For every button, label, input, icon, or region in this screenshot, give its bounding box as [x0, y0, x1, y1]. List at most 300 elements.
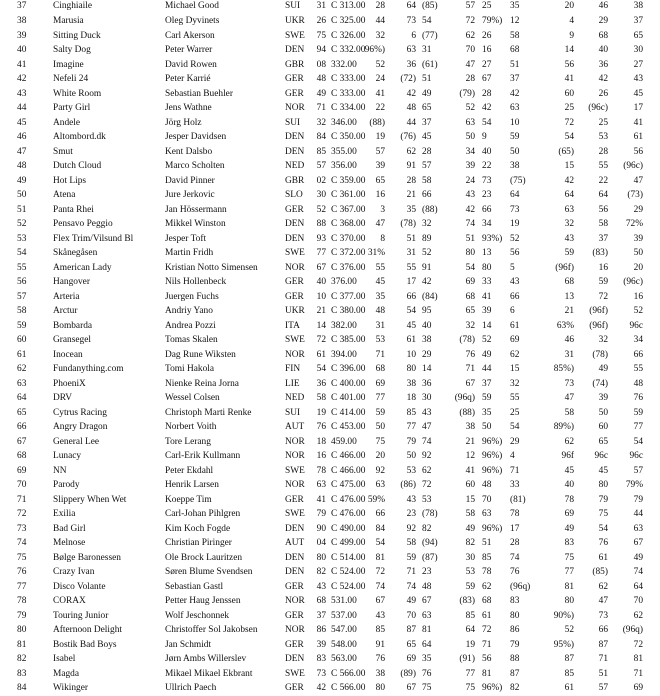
table-row — [0, 391, 660, 406]
table-cell: 12 — [510, 16, 520, 26]
table-cell: 49 — [17, 175, 27, 186]
table-cell: 44 — [482, 364, 492, 374]
table-cell: 62 — [633, 610, 643, 621]
table-cell: 96c — [629, 320, 643, 331]
table-cell: 64 — [406, 1, 416, 11]
table-cell: 376.00 — [331, 277, 357, 287]
table-row — [0, 232, 660, 247]
table-cell: 75 — [422, 683, 432, 693]
table-cell: 20 — [633, 262, 643, 273]
table-cell: 72 — [17, 509, 27, 519]
table-cell: 70 — [406, 610, 416, 621]
table-cell: 45 — [422, 132, 432, 142]
table-cell: 35 — [375, 291, 385, 302]
table-cell: 60 — [598, 422, 608, 432]
table-cell: Marco Scholten — [165, 161, 225, 171]
table-cell: Nefeli 24 — [53, 74, 89, 84]
table-cell: 63 — [633, 523, 643, 534]
table-cell: 75 — [17, 552, 27, 563]
table-cell: Nienke Reina Jorna — [165, 378, 239, 389]
table-cell: (79) — [459, 88, 475, 99]
table-row — [0, 449, 660, 464]
table-cell: 53 — [375, 335, 385, 345]
table-cell: 76 — [316, 422, 326, 432]
table-cell: 27 — [482, 59, 492, 70]
table-cell: 65 — [598, 436, 608, 447]
table-row — [0, 478, 660, 493]
table-cell: 33 — [482, 277, 492, 287]
table-cell: 71 — [17, 494, 27, 505]
table-cell: Sebastian Gastl — [165, 581, 224, 592]
table-cell: 81 — [633, 654, 643, 664]
table-cell: 65 — [465, 306, 475, 316]
table-cell: 49 — [482, 349, 492, 360]
table-row — [0, 188, 660, 203]
table-cell: 9 — [569, 30, 574, 41]
table-cell: 35 — [422, 654, 432, 664]
table-cell: 69 — [17, 465, 27, 476]
table-cell: C 466.00 — [331, 465, 366, 476]
table-cell: 63 — [482, 509, 492, 519]
table-cell: 64 — [510, 190, 520, 200]
table-cell: 332.00 — [331, 59, 357, 70]
table-cell: Tomi Hakola — [165, 364, 215, 374]
table-cell: Parody — [53, 480, 80, 490]
table-cell: 78 — [482, 567, 492, 577]
table-cell: (83) — [459, 596, 475, 606]
table-cell: 67 — [17, 436, 27, 447]
table-cell: Party Girl — [53, 103, 91, 113]
table-cell: 51 — [17, 204, 27, 215]
table-cell: 85 — [316, 146, 326, 157]
table-cell: 75 — [375, 436, 385, 447]
table-cell: 71 — [510, 465, 520, 476]
table-cell: Arteria — [53, 291, 80, 302]
table-cell: 40 — [482, 146, 492, 157]
table-cell: DEN — [285, 654, 305, 664]
table-cell: 71 — [633, 668, 643, 679]
table-cell: 52 — [422, 248, 432, 258]
table-cell: Hot Lips — [53, 175, 87, 186]
table-cell: 69 — [564, 509, 574, 519]
table-cell: C 370.00 — [331, 233, 366, 244]
table-cell: C 380.00 — [331, 306, 366, 316]
table-row — [0, 507, 660, 522]
table-cell: NOR — [285, 262, 305, 273]
table-cell: 46 — [564, 335, 574, 345]
table-cell: Kristian Notto Simensen — [165, 262, 258, 273]
table-cell: 15 — [564, 161, 574, 171]
table-cell: GER — [285, 74, 304, 84]
table-cell: Sitting Duck — [53, 30, 101, 41]
table-cell: 77 — [316, 248, 326, 258]
table-cell: 62 — [510, 349, 520, 360]
table-cell: 12 — [465, 451, 475, 461]
table-cell: Wessel Colsen — [165, 393, 220, 403]
table-cell: 13 — [482, 248, 492, 258]
table-cell: 51 — [406, 233, 416, 244]
table-cell: FIN — [285, 364, 301, 374]
table-cell: Magda — [53, 668, 80, 679]
table-cell: 59 — [406, 552, 416, 563]
table-cell: 6 — [411, 30, 416, 41]
table-cell: (85) — [592, 567, 608, 577]
table-cell: Flex Trim/Vilsund Bl — [53, 233, 134, 244]
table-cell: 71 — [406, 567, 416, 577]
table-cell: SWE — [285, 248, 305, 258]
table-cell: 78 — [17, 596, 27, 606]
table-cell: 53 — [422, 494, 432, 505]
table-cell: 96%) — [482, 451, 503, 461]
table-row — [0, 246, 660, 261]
table-cell: 66 — [598, 625, 608, 635]
table-cell: 54 — [564, 132, 574, 142]
table-cell: 49 — [465, 523, 475, 534]
table-cell: 35 — [482, 407, 492, 418]
table-cell: 80 — [564, 596, 574, 606]
table-cell: 38 — [406, 378, 416, 389]
table-cell: Michael Good — [165, 1, 219, 11]
table-cell: 37 — [482, 378, 492, 389]
table-cell: 32 — [510, 378, 520, 389]
table-cell: 78 — [510, 509, 520, 519]
table-row — [0, 565, 660, 580]
table-cell: 65 — [375, 175, 385, 186]
table-row — [0, 681, 660, 696]
table-cell: 26 — [598, 88, 608, 99]
table-cell: 50 — [17, 190, 27, 200]
table-cell: (96c) — [623, 277, 643, 287]
table-cell: 82 — [510, 683, 520, 693]
table-cell: 76 — [633, 393, 643, 403]
table-cell: Bostik Bad Boys — [53, 639, 117, 650]
table-cell: (96q) — [622, 625, 643, 635]
table-cell: 70 — [465, 45, 475, 55]
table-cell: 16 — [316, 451, 326, 461]
table-cell: 47 — [564, 393, 574, 403]
table-cell: Jörg Holz — [165, 117, 202, 128]
table-cell: Peter Karrié — [165, 74, 211, 84]
table-cell: Søren Blume Svendsen — [165, 567, 253, 577]
table-cell: 41 — [482, 291, 492, 302]
table-cell: 76 — [598, 538, 608, 548]
table-cell: 59 — [482, 393, 492, 403]
table-cell: 68 — [17, 451, 27, 461]
table-cell: UKR — [285, 16, 305, 26]
table-cell: 8 — [380, 233, 385, 244]
table-cell: 42 — [510, 88, 520, 99]
table-cell: SWE — [285, 668, 305, 679]
table-cell: C 476.00 — [331, 494, 366, 505]
table-cell: Koeppe Tim — [165, 494, 212, 505]
table-row — [0, 72, 660, 87]
table-cell: 96%) — [482, 465, 503, 476]
table-cell: 26 — [316, 16, 326, 26]
table-cell: 93%) — [482, 233, 503, 244]
table-cell: 31 — [316, 1, 326, 11]
table-cell: 58 — [422, 175, 432, 186]
table-cell: (75) — [510, 175, 526, 186]
table-cell: Altombord.dk — [53, 132, 106, 142]
table-cell: 71 — [375, 349, 385, 360]
table-cell: Christoph Marti Renke — [165, 407, 252, 418]
table-cell: Gransegel — [53, 335, 92, 345]
table-cell: 52 — [482, 335, 492, 345]
table-cell: GER — [285, 277, 304, 287]
table-cell: 19 — [375, 132, 385, 142]
table-cell: 79 — [510, 639, 520, 650]
table-cell: 68 — [510, 45, 520, 55]
table-cell: 58 — [510, 30, 520, 41]
table-row — [0, 29, 660, 44]
table-cell: (73) — [627, 190, 643, 200]
table-cell: 77 — [564, 567, 574, 577]
table-cell: 38 — [422, 335, 432, 345]
table-cell: 95 — [422, 306, 432, 316]
table-cell: 30 — [316, 190, 326, 200]
table-cell: C 359.00 — [331, 175, 366, 186]
table-cell: 34 — [465, 146, 475, 157]
table-cell: 96c — [594, 451, 608, 461]
table-cell: 63 — [316, 480, 326, 490]
table-cell: 52 — [633, 306, 643, 316]
table-cell: 85 — [564, 668, 574, 679]
table-cell: Smut — [53, 146, 73, 157]
table-cell: Afternoon Delight — [53, 625, 122, 635]
table-cell: C 313.00 — [331, 1, 366, 11]
table-cell: NOR — [285, 625, 305, 635]
table-cell: 49 — [316, 88, 326, 99]
table-cell: 32 — [422, 219, 432, 229]
table-cell: 16 — [633, 291, 643, 302]
table-cell: 96f — [561, 451, 574, 461]
table-cell: 46 — [598, 1, 608, 11]
table-cell: 55 — [406, 262, 416, 273]
table-cell: 90%) — [553, 610, 574, 621]
table-cell: 25 — [510, 407, 520, 418]
table-row — [0, 87, 660, 102]
table-cell: DEN — [285, 146, 305, 157]
table-cell: DRV — [53, 393, 73, 403]
table-cell: 382.00 — [331, 320, 357, 331]
table-cell: Jan Schmidt — [165, 639, 212, 650]
table-cell: 59 — [633, 407, 643, 418]
table-cell: 59 — [375, 407, 385, 418]
table-cell: 68 — [465, 291, 475, 302]
table-cell: Petter Haug Jenssen — [165, 596, 241, 606]
table-cell: 47 — [17, 146, 27, 157]
table-cell: 37 — [598, 233, 608, 244]
table-cell: David Rowen — [165, 59, 217, 70]
table-cell: 76 — [510, 567, 520, 577]
table-cell: 92 — [422, 451, 432, 461]
table-cell: Kim Koch Fogde — [165, 523, 231, 534]
table-cell: 44 — [375, 16, 385, 26]
table-cell: 91 — [406, 161, 416, 171]
table-cell: 69 — [375, 378, 385, 389]
table-cell: C 376.00 — [331, 262, 366, 273]
table-cell: 45 — [564, 465, 574, 476]
table-cell: (65) — [558, 146, 574, 157]
table-cell: Cytrus Racing — [53, 407, 107, 418]
table-cell: C 476.00 — [331, 509, 366, 519]
table-cell: 54 — [17, 248, 27, 258]
table-row — [0, 609, 660, 624]
table-cell: 42 — [406, 88, 416, 99]
table-cell: 16 — [375, 190, 385, 200]
table-cell: C 514.00 — [331, 552, 366, 563]
table-cell: 61 — [598, 552, 608, 563]
table-cell: (96q) — [510, 581, 531, 592]
table-cell: C 524.00 — [331, 567, 366, 577]
table-cell: GER — [285, 88, 304, 99]
table-cell: Wolf Jeschonnek — [165, 610, 230, 621]
table-cell: C 524.00 — [331, 581, 366, 592]
table-cell: Christoffer Sol Jakobsen — [165, 625, 258, 635]
table-cell: 73 — [564, 378, 574, 389]
table-cell: 57 — [422, 161, 432, 171]
table-cell: 58 — [316, 393, 326, 403]
table-cell: 30 — [422, 393, 432, 403]
table-cell: 40 — [422, 320, 432, 331]
table-cell: 63 — [510, 103, 520, 113]
table-cell: Mikael Mikael Ekbrant — [165, 668, 253, 679]
table-cell: 85 — [406, 407, 416, 418]
table-cell: 48 — [406, 103, 416, 113]
table-cell: C 332.00 — [331, 45, 366, 55]
table-cell: C 396.00 — [331, 364, 366, 374]
table-cell: 82 — [17, 654, 27, 664]
table-cell: 59 — [510, 132, 520, 142]
table-cell: 57 — [633, 465, 643, 476]
table-cell: 10 — [510, 117, 520, 128]
table-cell: SLO — [285, 190, 303, 200]
table-cell: NOR — [285, 349, 305, 360]
table-cell: 15 — [510, 364, 520, 374]
table-cell: C 490.00 — [331, 523, 366, 534]
table-cell: 35 — [406, 204, 416, 215]
table-cell: 10 — [406, 349, 416, 360]
table-cell: 21 — [406, 190, 416, 200]
table-cell: Dutch Cloud — [53, 161, 102, 171]
table-cell: (88) — [459, 407, 475, 418]
table-cell: (72) — [400, 74, 416, 84]
table-cell: 67 — [633, 538, 643, 548]
table-cell: 68 — [316, 596, 326, 606]
table-cell: 67 — [465, 378, 475, 389]
table-cell: 31 — [422, 45, 432, 55]
table-cell: 3 — [380, 204, 385, 215]
table-cell: (78) — [422, 509, 438, 519]
table-cell: Carl-Johan Pihlgren — [165, 509, 241, 519]
table-cell: 42 — [422, 277, 432, 287]
table-cell: 55 — [375, 262, 385, 273]
table-cell: NED — [285, 393, 305, 403]
table-cell: 80 — [465, 248, 475, 258]
table-row — [0, 362, 660, 377]
table-cell: PhoeniX — [53, 378, 86, 389]
table-cell: 52 — [17, 219, 27, 229]
table-cell: GER — [285, 204, 304, 215]
table-cell: 20 — [564, 1, 574, 11]
table-cell: 43 — [422, 407, 432, 418]
table-cell: 29 — [598, 16, 608, 26]
table-cell: Peter Ekdahl — [165, 465, 214, 476]
table-cell: 14 — [564, 45, 574, 55]
table-cell: 356.00 — [331, 161, 357, 171]
table-cell: 28 — [598, 146, 608, 157]
table-row — [0, 652, 660, 667]
table-cell: Angry Dragon — [53, 422, 108, 432]
table-row — [0, 101, 660, 116]
table-cell: 80 — [17, 625, 27, 635]
table-cell: (96f) — [589, 306, 608, 316]
table-cell: 346.00 — [331, 117, 357, 128]
table-cell: 08 — [316, 59, 326, 70]
table-cell: 64 — [564, 190, 574, 200]
table-cell: 68 — [598, 30, 608, 41]
table-cell: 50 — [510, 146, 520, 157]
table-cell: 48 — [316, 74, 326, 84]
table-cell: 76 — [17, 567, 27, 577]
table-cell: 39 — [465, 161, 475, 171]
table-cell: 57 — [316, 161, 326, 171]
table-cell: 63 — [564, 204, 574, 215]
table-cell: Touring Junior — [53, 610, 109, 621]
table-cell: C 325.00 — [331, 16, 366, 26]
table-cell: 40 — [564, 480, 574, 490]
table-cell: Bad Girl — [53, 523, 86, 534]
table-cell: 38 — [510, 161, 520, 171]
table-cell: 39 — [633, 233, 643, 244]
table-cell: 80 — [316, 552, 326, 563]
table-cell: 53 — [465, 567, 475, 577]
table-cell: 77 — [375, 393, 385, 403]
table-cell: 83 — [510, 596, 520, 606]
table-cell: 16 — [482, 45, 492, 55]
table-cell: 85%) — [553, 364, 574, 374]
table-cell: C 566.00 — [331, 683, 366, 693]
table-cell: 62 — [564, 436, 574, 447]
table-cell: 72 — [316, 335, 326, 345]
table-cell: 43 — [564, 233, 574, 244]
table-cell: 55 — [633, 364, 643, 374]
table-cell: 69 — [633, 683, 643, 693]
table-cell: 80 — [598, 480, 608, 490]
table-cell: DEN — [285, 45, 305, 55]
table-cell: 57 — [465, 1, 475, 11]
table-cell: (96q) — [454, 393, 475, 403]
table-cell: Marusia — [53, 16, 84, 26]
table-cell: 62 — [598, 581, 608, 592]
table-cell: Exilia — [53, 509, 76, 519]
table-cell: 76 — [465, 349, 475, 360]
table-cell: Bombarda — [53, 320, 93, 331]
table-cell: 47 — [465, 59, 475, 70]
table-cell: 32 — [465, 320, 475, 331]
table-cell: 72 — [564, 117, 574, 128]
table-cell: 61 — [316, 349, 326, 360]
table-cell: 39 — [482, 306, 492, 316]
table-cell: Mikkel Winston — [165, 219, 226, 229]
table-cell: Inocean — [53, 349, 83, 360]
table-cell: (83) — [592, 248, 608, 258]
table-cell: 38 — [375, 668, 385, 679]
table-cell: 17 — [633, 103, 643, 113]
table-cell: AUT — [285, 422, 305, 432]
table-cell: 96%) — [482, 523, 503, 534]
table-cell: Ullrich Paech — [165, 683, 217, 693]
